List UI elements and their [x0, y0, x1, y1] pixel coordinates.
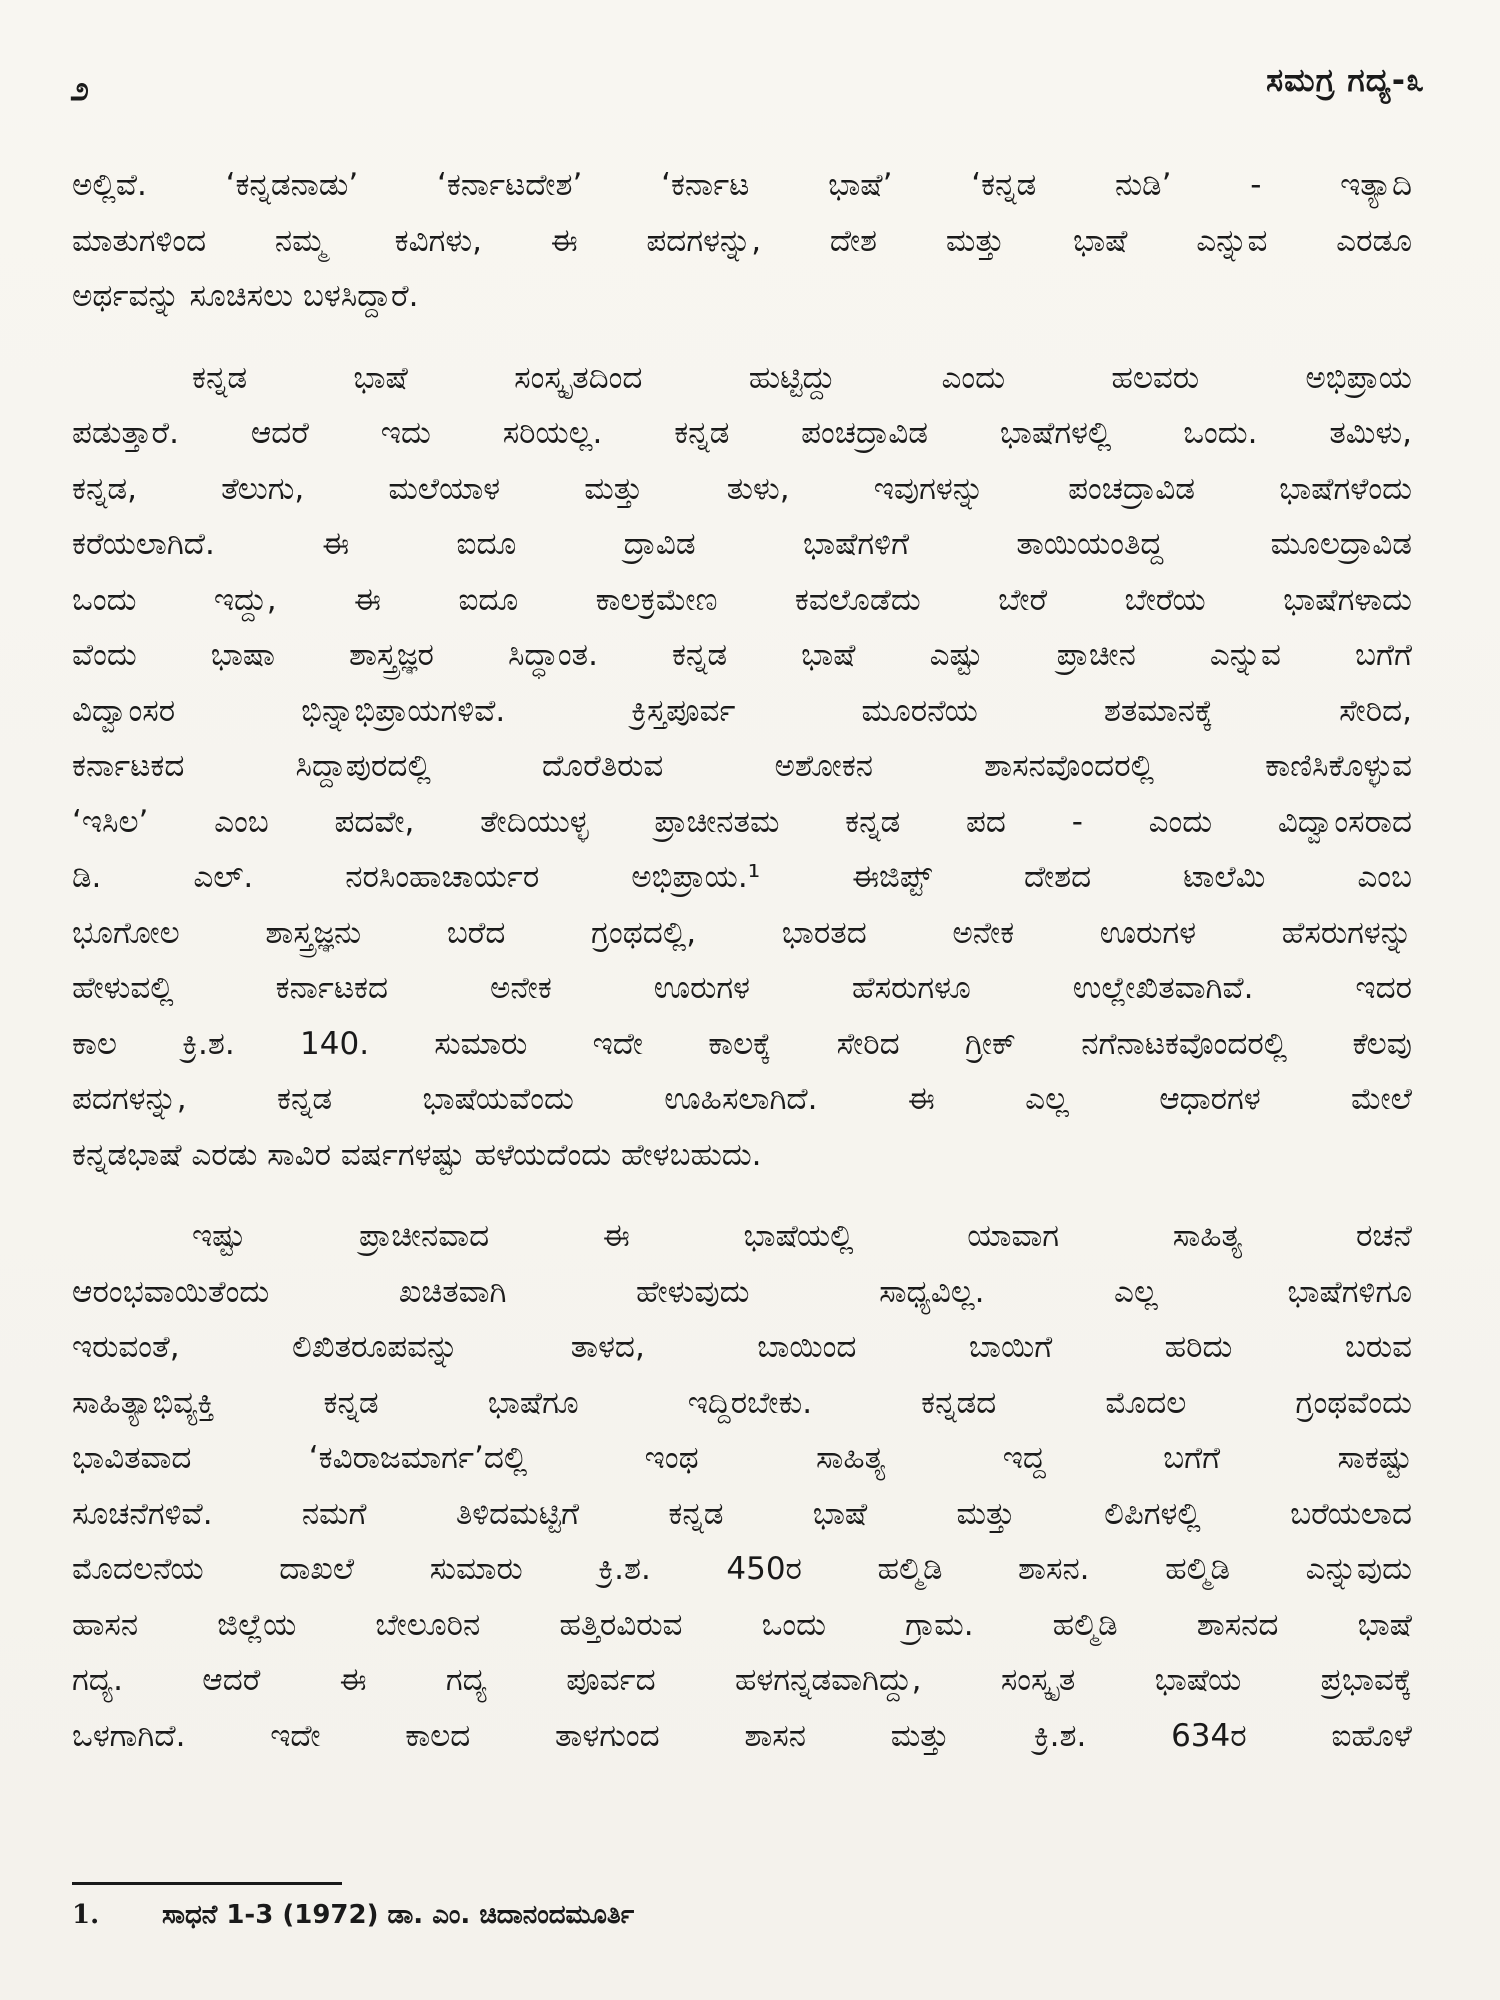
text-line: ಕರೆಯಲಾಗಿದೆ. ಈ ಐದೂ ದ್ರಾವಿಡ ಭಾಷೆಗಳಿಗೆ ತಾಯಿಯಂತಿದ್ದ ಮೂಲದ್ರಾವಿಡ — [72, 526, 1412, 562]
text-line: ಒಳಗಾಗಿದೆ. ಇದೇ ಕಾಲದ ತಾಳಗುಂದ ಶಾಸನ ಮತ್ತು ಕ್ರಿ.ಶ. 634ರ ಐಹೊಳೆ — [72, 1717, 1412, 1754]
text-line: ಭೂಗೋಲ ಶಾಸ್ತ್ರಜ್ಞನು ಬರೆದ ಗ್ರಂಥದಲ್ಲಿ, ಭಾರತದ ಅನೇಕ ಊರುಗಳ ಹೆಸರುಗಳನ್ನು — [72, 914, 1412, 951]
text-line: ಇರುವಂತೆ, ಲಿಖಿತರೂಪವನ್ನು ತಾಳದ, ಬಾಯಿಂದ ಬಾಯಿಗೆ ಹರಿದು ಬರುವ — [72, 1329, 1412, 1365]
text-line: ಪದಗಳನ್ನು, ಕನ್ನಡ ಭಾಷೆಯವೆಂದು ಊಹಿಸಲಾಗಿದೆ. ಈ ಎಲ್ಲ ಆಧಾರಗಳ ಮೇಲೆ — [72, 1081, 1412, 1117]
paragraph — [72, 1209, 1412, 1764]
text-line: ಕಾಲ ಕ್ರಿ.ಶ. 140. ಸುಮಾರು ಇದೇ ಕಾಲಕ್ಕೆ ಸೇರಿದ ಗ್ರೀಕ್ ನಗೆನಾಟಕವೊಂದರಲ್ಲಿ ಕೆಲವು — [72, 1025, 1412, 1062]
text-line: ಕನ್ನಡ ಭಾಷೆ ಸಂಸ್ಕೃತದಿಂದ ಹುಟ್ಟಿದ್ದು ಎಂದು ಹಲವರು ಅಭಿಪ್ರಾಯ — [192, 359, 1412, 396]
text-line: ಕರ್ನಾಟಕದ ಸಿದ್ದಾಪುರದಲ್ಲಿ ದೊರೆತಿರುವ ಅಶೋಕನ ಶಾಸನವೊಂದರಲ್ಲಿ ಕಾಣಿಸಿಕೊಳ್ಳುವ — [72, 748, 1412, 784]
body-text — [72, 158, 1412, 1764]
footnote-divider — [72, 1882, 342, 1885]
text-line: ಸಾಹಿತ್ಯಾಭಿವ್ಯಕ್ತಿ ಕನ್ನಡ ಭಾಷೆಗೂ ಇದ್ದಿರಬೇಕು. ಕನ್ನಡದ ಮೊದಲ ಗ್ರಂಥವೆಂದು — [72, 1384, 1412, 1421]
text-line: ಹಾಸನ ಜಿಲ್ಲೆಯ ಬೇಲೂರಿನ ಹತ್ತಿರವಿರುವ ಒಂದು ಗ್ರಾಮ. ಹಲ್ಮಿಡಿ ಶಾಸನದ ಭಾಷೆ — [72, 1606, 1412, 1643]
text-line: ಆರಂಭವಾಯಿತೆಂದು ಖಚಿತವಾಗಿ ಹೇಳುವುದು ಸಾಧ್ಯವಿಲ್ಲ. ಎಲ್ಲ ಭಾಷೆಗಳಿಗೂ — [72, 1273, 1412, 1310]
text-line: ಡಿ. ಎಲ್. ನರಸಿಂಹಾಚಾರ್ಯರ ಅಭಿಪ್ರಾಯ.¹ ಈಜಿಪ್ಟ್ ದೇಶದ ಟಾಲೆಮಿ ಎಂಬ — [72, 859, 1412, 895]
paragraph — [72, 351, 1412, 1184]
text-line: ಮಾತುಗಳಿಂದ ನಮ್ಮ ಕವಿಗಳು, ಈ ಪದಗಳನ್ನು, ದೇಶ ಮತ್ತು ಭಾಷೆ ಎನ್ನುವ ಎರಡೂ — [72, 222, 1412, 259]
text-line: ಅರ್ಥವನ್ನು ಸೂಚಿಸಲು ಬಳಸಿದ್ದಾರೆ. — [72, 278, 419, 314]
footnote-text: ಸಾಧನೆ 1-3 (1972) ಡಾ. ಎಂ. ಚಿದಾನಂದಮೂರ್ತಿ — [162, 1900, 635, 1930]
text-line: ಕನ್ನಡ, ತೆಲುಗು, ಮಲೆಯಾಳ ಮತ್ತು ತುಳು, ಇವುಗಳನ್ನು ಪಂಚದ್ರಾವಿಡ ಭಾಷೆಗಳೆಂದು — [72, 470, 1412, 507]
text-line: ವಿದ್ವಾಂಸರ ಭಿನ್ನಾಭಿಪ್ರಾಯಗಳಿವೆ. ಕ್ರಿಸ್ತಪೂರ್ವ ಮೂರನೆಯ ಶತಮಾನಕ್ಕೆ ಸೇರಿದ, — [72, 692, 1412, 729]
text-line: ಗದ್ಯ. ಆದರೆ ಈ ಗದ್ಯ ಪೂರ್ವದ ಹಳಗನ್ನಡವಾಗಿದ್ದು, ಸಂಸ್ಕೃತ ಭಾಷೆಯ ಪ್ರಭಾವಕ್ಕೆ — [72, 1662, 1412, 1698]
text-line: ಕನ್ನಡಭಾಷೆ ಎರಡು ಸಾವಿರ ವರ್ಷಗಳಷ್ಟು ಹಳೆಯದೆಂದು ಹೇಳಬಹುದು. — [72, 1136, 762, 1173]
text-line: ಒಂದು ಇದ್ದು, ಈ ಐದೂ ಕಾಲಕ್ರಮೇಣ ಕವಲೊಡೆದು ಬೇರೆ ಬೇರೆಯ ಭಾಷೆಗಳಾದು — [72, 581, 1412, 618]
paragraph — [72, 158, 1412, 325]
text-line: ಇಷ್ಟು ಪ್ರಾಚೀನವಾದ ಈ ಭಾಷೆಯಲ್ಲಿ ಯಾವಾಗ ಸಾಹಿತ್ಯ ರಚನೆ — [192, 1218, 1412, 1254]
text-line: ‘ಇಸಿಲ’ ಎಂಬ ಪದವೇ, ತೇದಿಯುಳ್ಳ ಪ್ರಾಚೀನತಮ ಕನ್ನಡ ಪದ - ಎಂದು ವಿದ್ವಾಂಸರಾದ — [72, 803, 1412, 840]
text-line: ಅಲ್ಲಿವೆ. ‘ಕನ್ನಡನಾಡು’ ‘ಕರ್ನಾಟದೇಶ’ ‘ಕರ್ನಾಟ ಭಾಷೆ’ ‘ಕನ್ನಡ ನುಡಿ’ - ಇತ್ಯಾದಿ — [72, 167, 1412, 203]
text-line: ಸೂಚನೆಗಳಿವೆ. ನಮಗೆ ತಿಳಿದಮಟ್ಟಿಗೆ ಕನ್ನಡ ಭಾಷೆ ಮತ್ತು ಲಿಪಿಗಳಲ್ಲಿ ಬರೆಯಲಾದ — [72, 1495, 1412, 1532]
text-line: ಹೇಳುವಲ್ಲಿ ಕರ್ನಾಟಕದ ಅನೇಕ ಊರುಗಳ ಹೆಸರುಗಳೂ ಉಲ್ಲೇಖಿತವಾಗಿವೆ. ಇದರ — [72, 970, 1412, 1006]
text-line: ವೆಂದು ಭಾಷಾ ಶಾಸ್ತ್ರಜ್ಞರ ಸಿದ್ಧಾಂತ. ಕನ್ನಡ ಭಾಷೆ ಎಷ್ಟು ಪ್ರಾಚೀನ ಎನ್ನುವ ಬಗೆಗೆ — [72, 637, 1412, 673]
page-number: ೨ — [70, 69, 90, 109]
footnote-number: 1. — [72, 1900, 100, 1930]
text-line: ಪಡುತ್ತಾರೆ. ಆದರೆ ಇದು ಸರಿಯಲ್ಲ. ಕನ್ನಡ ಪಂಚದ್ರಾವಿಡ ಭಾಷೆಗಳಲ್ಲಿ ಒಂದು. ತಮಿಳು, — [72, 415, 1412, 451]
page-header — [70, 55, 1425, 115]
text-line: ಭಾವಿತವಾದ ‘ಕವಿರಾಜಮಾರ್ಗ’ದಲ್ಲಿ ಇಂಥ ಸಾಹಿತ್ಯ ಇದ್ದ ಬಗೆಗೆ ಸಾಕಷ್ಟು — [72, 1440, 1412, 1476]
running-title: ಸಮಗ್ರ ಗದ್ಯ-೩ — [1266, 61, 1425, 99]
footnote — [72, 1900, 1420, 1931]
text-line: ಮೊದಲನೆಯ ದಾಖಲೆ ಸುಮಾರು ಕ್ರಿ.ಶ. 450ರ ಹಲ್ಮಿಡಿ ಶಾಸನ. ಹಲ್ಮಿಡಿ ಎನ್ನುವುದು — [72, 1551, 1412, 1587]
